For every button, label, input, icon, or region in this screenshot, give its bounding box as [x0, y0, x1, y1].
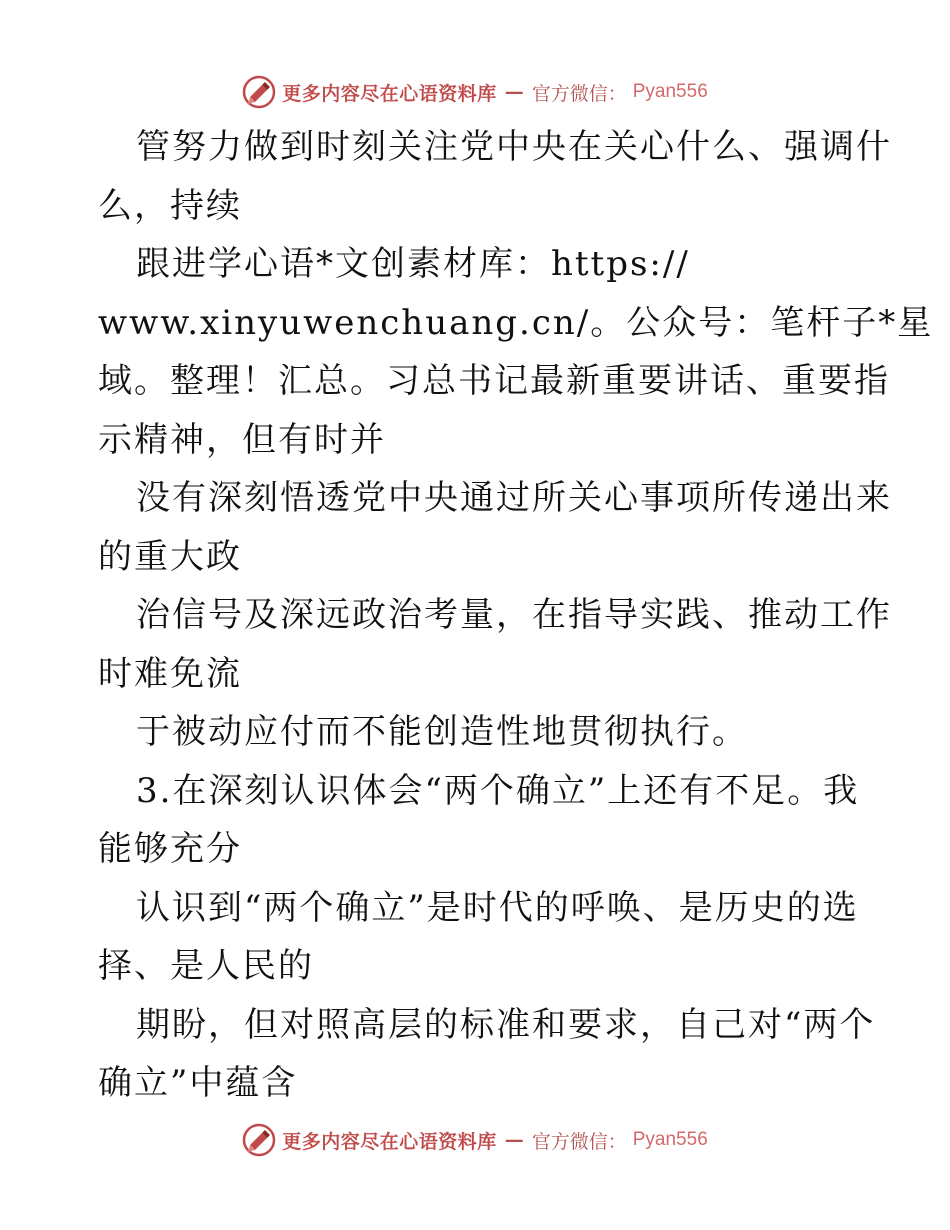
- banner-text: 更多内容尽在心语资料库: [282, 1130, 497, 1153]
- banner-wechat-id: Pyan556: [632, 1129, 708, 1150]
- banner-text: 更多内容尽在心语资料库: [282, 82, 497, 105]
- book-pen-logo-icon: [242, 75, 276, 109]
- banner-separator: —: [504, 1129, 524, 1151]
- banner-wechat-id: Pyan556: [632, 81, 708, 102]
- body-line: 么，持续: [98, 185, 242, 226]
- body-line: 没有深刻悟透党中央通过所关心事项所传递出来: [136, 478, 892, 518]
- book-pen-logo-icon: [242, 1123, 276, 1157]
- body-line: 域。整理！汇总。习总书记最新重要讲话、重要指: [98, 361, 890, 401]
- body-line: www.xinyuwenchuang.cn/。公众号：笔杆子*星: [98, 302, 934, 343]
- body-line: 时难免流: [98, 653, 242, 694]
- banner-official-label: 官方微信：: [531, 82, 627, 105]
- body-line: 期盼，但对照高层的标准和要求，自己对“两个: [136, 1004, 876, 1045]
- footer-banner: [0, 1120, 950, 1160]
- body-line: 跟进学心语*文创素材库：https://: [136, 244, 690, 284]
- body-line: 的重大政: [98, 536, 242, 577]
- body-line: 治信号及深远政治考量，在指导实践、推动工作: [136, 595, 892, 635]
- body-line: 管努力做到时刻关注党中央在关心什么、强调什: [136, 127, 892, 167]
- body-line: 确立”中蕴含: [98, 1063, 298, 1103]
- banner-separator: —: [504, 81, 524, 103]
- body-line: 能够充分: [98, 829, 242, 869]
- body-line: 择、是人民的: [98, 946, 314, 986]
- document-body: [98, 118, 934, 1113]
- body-line: 示精神，但有时并: [98, 419, 386, 460]
- body-line: 3.在深刻认识体会“两个确立”上还有不足。我: [136, 770, 860, 811]
- body-line: 认识到“两个确立”是时代的呼唤、是历史的选: [136, 887, 859, 928]
- header-banner: [0, 72, 950, 112]
- body-line: 于被动应付而不能创造性地贯彻执行。: [136, 712, 748, 752]
- banner-official-label: 官方微信：: [531, 1130, 627, 1153]
